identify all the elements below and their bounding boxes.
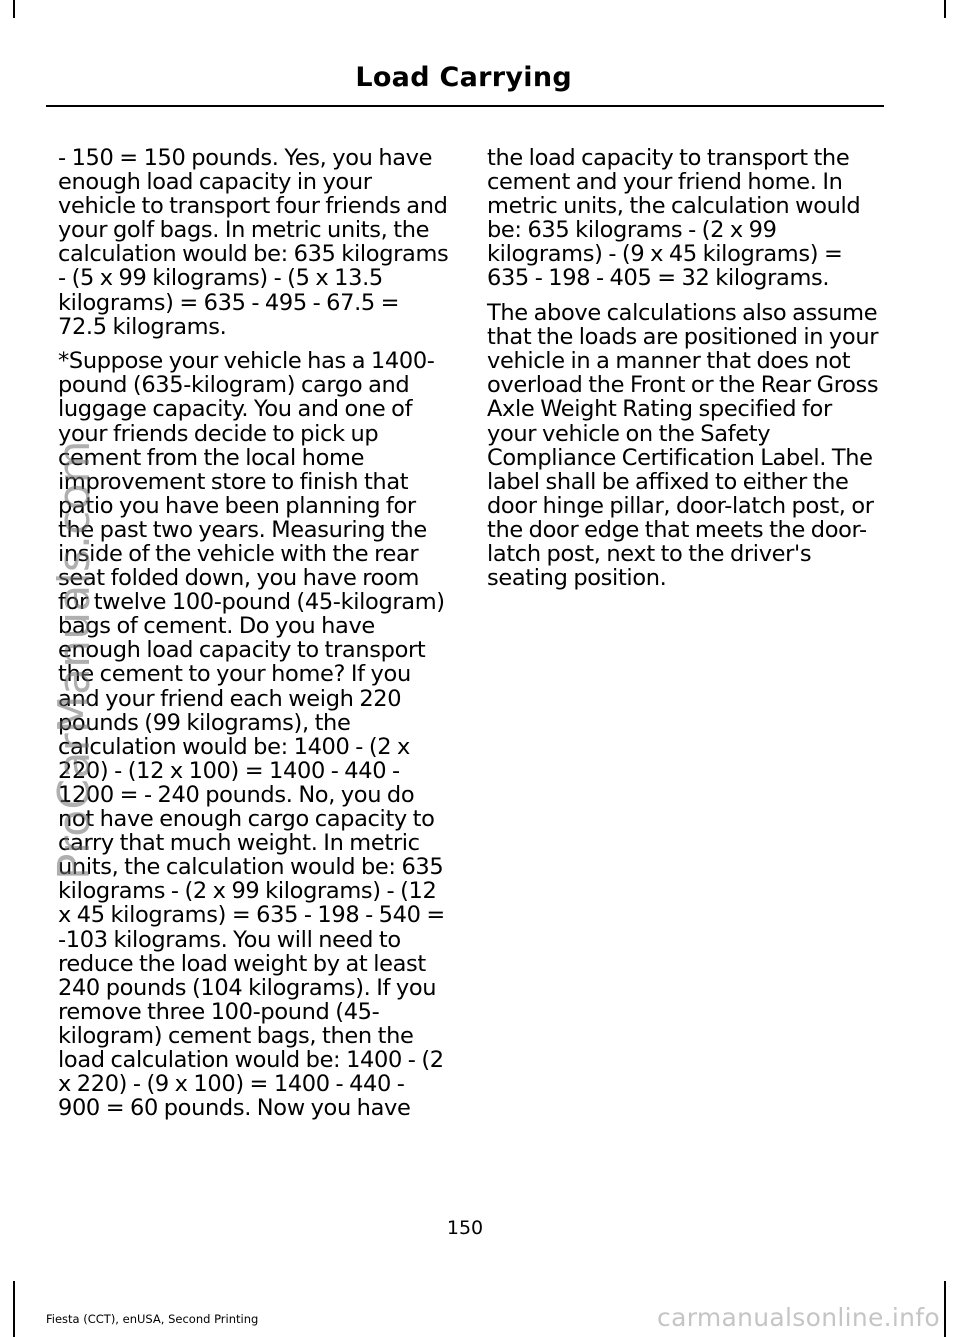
title-divider — [46, 105, 884, 107]
left-text-column — [58, 146, 450, 1131]
corner-watermark: carmanualsonline.info — [657, 1303, 940, 1332]
body-paragraph: *Suppose your vehicle has a 1400-pound (635-kilogram) cargo and luggage capacity. You and one of your friends decide to pick up cement from the local home improvement store to finish that patio you have been planning for the past two years. Measuring the inside of the vehicle with the rear seat folded down, you have room for twelve 100-pound (45-kilogram) bags of cement. Do you have enough load capacity to transport the cement to your home? If you and your friend each weigh 220 pounds (99 kilograms), the calculation would be: 1400 - (2 x 220) - (12 x 100) = 1400 - 440 - 1200 = - 240 pounds. No, you do not have enough cargo capacity to carry that much weight. In metric units, the calculation would be: 635 kilograms - (2 x 99 kilograms) - (12 x 45 kilograms) = 635 - 198 - 540 = -103 kilograms. You will need to reduce the load weight by at least 240 pounds (104 kilograms). If you remove three 100-pound (45-kilogram) cement bags, then the load calculation would be: 1400 - (2 x 220) - (9 x 100) = 1400 - 440 - 900 = 60 pounds. Now you have — [58, 348, 445, 1122]
body-paragraph: - 150 = 150 pounds. Yes, you have enough load capacity in your vehicle to transport four friends and your golf bags. In metric units, the calculation would be: 635 kilograms - (5 x 99 kilograms) - (5 x 13.5 kilograms) = 635 - 495 - 67.5 = 72.5 kilograms. — [58, 145, 449, 340]
crop-mark-top-left — [13, 0, 15, 18]
crop-mark-top-right — [944, 0, 946, 18]
right-text-column — [487, 146, 882, 601]
page-number: 150 — [446, 1217, 484, 1239]
body-paragraph: the load capacity to transport the cement and your friend home. In metric units, the calculation would be: 635 kilograms - (2 x 99 kilograms) - (9 x 45 kilograms) = 635 - 198 - 405 = 32 kilograms. — [487, 145, 861, 292]
crop-mark-bottom-right — [944, 1281, 946, 1337]
body-paragraph: The above calculations also assume that the loads are positioned in your vehicle in a manner that does not overload the Front or the Rear Gross Axle Weight Rating specified for your vehicle on the Safety Compliance Certification Label. The label shall be affixed to either the door hinge pillar, door-latch post, or the door edge that meets the door-latch post, next to the driver's seating position. — [487, 300, 879, 592]
page-title: Load Carrying — [355, 62, 572, 93]
crop-mark-bottom-left — [13, 1281, 15, 1337]
vertical-watermark: ProCarManuals.com — [49, 440, 100, 880]
edition-footer: Fiesta (CCT), enUSA, Second Printing — [46, 1312, 259, 1326]
